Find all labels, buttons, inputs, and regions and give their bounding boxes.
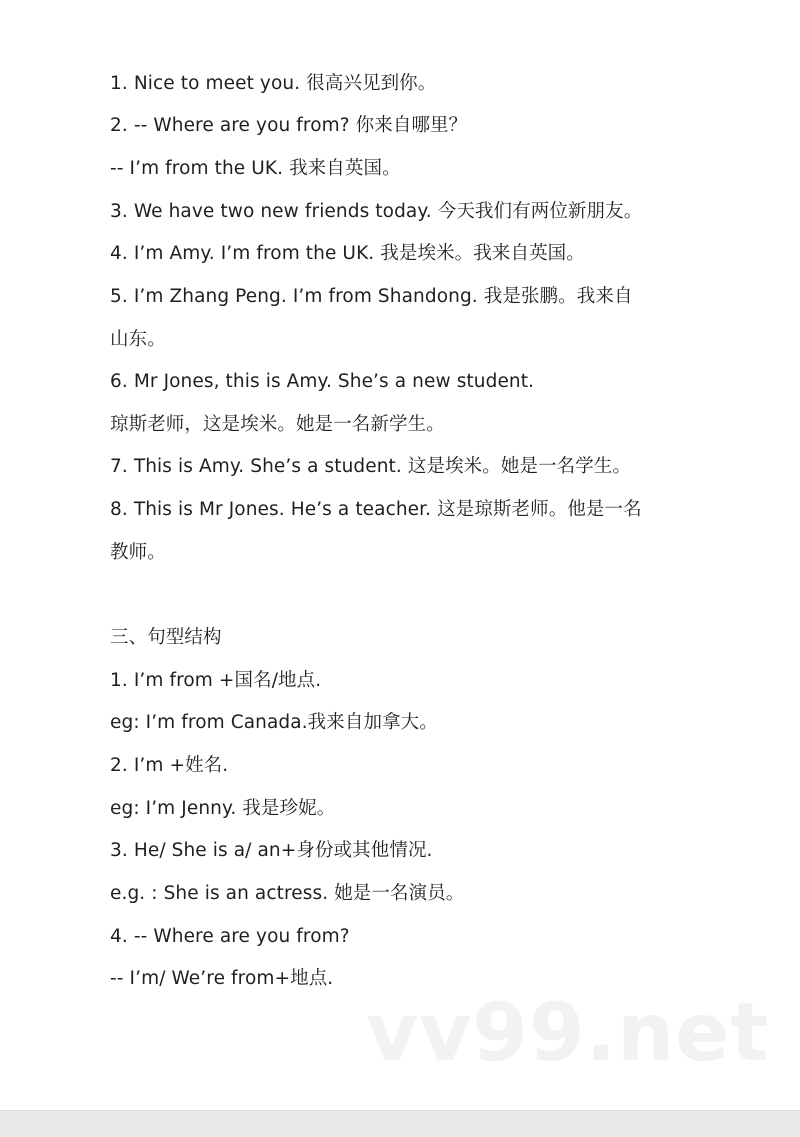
section-heading: 三、句型结构 (110, 627, 222, 648)
text-line: -- I’m/ We’re from+地点. (110, 968, 334, 989)
text-line: -- I’m from the UK. 我来自英国。 (110, 158, 401, 179)
text-line: 8. This is Mr Jones. He’s a teacher. 这是琼斯老师。他是一名 (110, 499, 642, 520)
text-line: 1. I’m from +国名/地点. (110, 670, 322, 691)
text-line: eg: I’m Jenny. 我是珍妮。 (110, 798, 336, 819)
text-line: 3. He/ She is a/ an+身份或其他情况. (110, 840, 433, 861)
text-line: 2. I’m +姓名. (110, 755, 229, 776)
watermark: vv99.net (366, 986, 770, 1079)
text-line: 4. -- Where are you from? (110, 926, 350, 947)
text-line: 3. We have two new friends today. 今天我们有两位新朋友。 (110, 201, 643, 222)
page-bottom-bar (0, 1110, 800, 1137)
text-line: e.g. : She is an actress. 她是一名演员。 (110, 883, 465, 904)
text-line: 6. Mr Jones, this is Amy. She’s a new student. (110, 371, 535, 392)
text-line: 教师。 (110, 542, 166, 563)
text-line: 2. -- Where are you from? 你来自哪里？ (110, 115, 468, 136)
text-line: 4. I’m Amy. I’m from the UK. 我是埃米。我来自英国。 (110, 243, 585, 264)
text-line: 山东。 (110, 329, 166, 350)
text-line: 琼斯老师，这是埃米。她是一名新学生。 (110, 414, 445, 435)
text-line: 7. This is Amy. She’s a student. 这是埃米。她是一名学生。 (110, 456, 632, 477)
text-line: 5. I’m Zhang Peng. I’m from Shandong. 我是张鹏。我来自 (110, 286, 633, 307)
text-line: 1. Nice to meet you. 很高兴见到你。 (110, 73, 437, 94)
text-line: eg: I’m from Canada.我来自加拿大。 (110, 712, 438, 733)
